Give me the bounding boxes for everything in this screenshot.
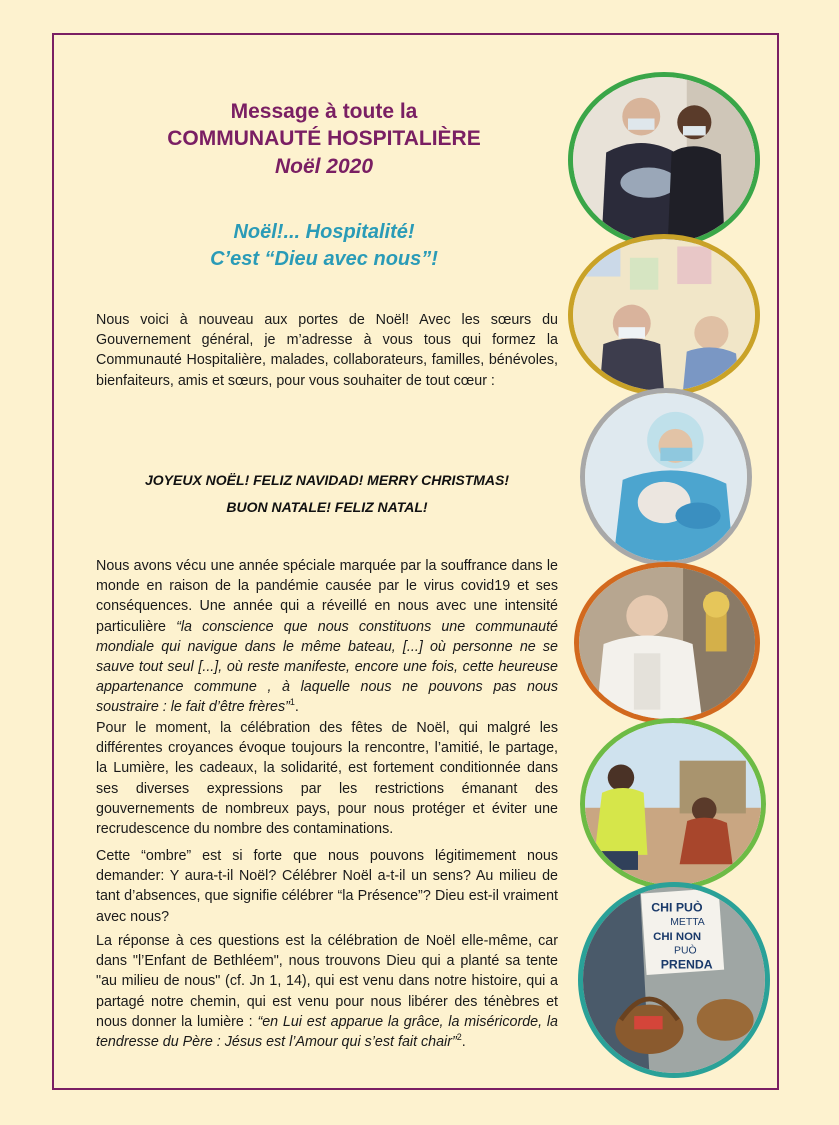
title-line-1: Message à toute la [230,100,418,123]
paragraph-answer-quote: “en Lui est apparue la grâce, la miséricorde, la tendresse du Père : Jésus est l’Amour qui s’est fait chair” [96,1013,558,1051]
footnote-2: 2 [456,1032,462,1043]
greeting-line-1: JOYEUX NOËL! FELIZ NAVIDAD! MERRY CHRISTMAS! [144,472,510,488]
sign-line-3: CHI NON [653,931,702,944]
photo-volunteer-street [580,718,766,890]
intro-paragraph: Nous voici à nouveau aux portes de Noël! Avec les sœurs du Gouvernement général, je m’adresse à vous tous qui formez la Communauté Hospitalière, malades, collaborateurs, familles, bénévoles, bienfaiteurs, amis et sœurs, pour vous souhaiter de tout cœur : [96,312,558,389]
title-line-2: COMMUNAUTÉ HOSPITALIÈRE [167,127,481,150]
footnote-1: 1 [289,697,295,708]
sign-line-4: PUÒ [674,945,697,957]
sign-line-1: CHI PUÒ [651,900,703,915]
subtitle-line-1: Noël!... Hospitalité! [233,221,415,243]
paragraph-shadow: Cette “ombre” est si forte que nous pouvons légitimement nous demander: Y aura-t-il Noël? Célébrer Noël a-t-il un sens? Au milieu de tant d’absences, que signifie célébrer “la Présence”? Dieu est-il vraiment avec nous? [96,848,558,925]
greeting-line-2: BUON NATALE! FELIZ NATAL! [226,499,428,515]
paragraph-celebration: Pour le moment, la célébration des fêtes de Noël, qui malgré les différentes croyances évoque toujours la rencontre, l’amitié, le partage, la Lumière, les cadeaux, la solidarité, est fortement conditionnée dans ses diverses expressions par les restrictions émanant des gouvernements de nombreux pays, pour nous protéger et éviter une recrudescence du nombre des contaminations. [96,720,558,838]
paragraph-pandemic-end: . [294,699,299,716]
paragraph-answer [96,931,558,1052]
paragraph-answer-end: . [461,1034,466,1051]
paragraph-pandemic-text: Nous avons vécu une année spéciale marquée par la souffrance dans le monde en raison de la pandémie causée par le virus covid19 et ses conséquences. Une année qui a réveillé en nous avec une intensité particulière [96,558,558,635]
paragraph-answer-text: La réponse à ces questions est la célébration de Noël elle-même, car dans "l’Enfant de Bethléem", nous trouvons Dieu qui a planté sa tente "au milieu de nous" (cf. Jn 1, 14), qui est venu dans notre histoire, qui a partagé notre chemin, qui est venu pour nous libérer des ténèbres et nous donner la lumière : [96,933,558,1030]
paragraph-pandemic [96,556,558,718]
sign-line-2: METTA [670,916,705,928]
photo-solidarity-baskets [578,882,770,1078]
photo-nurses-with-baby [568,72,760,248]
title-line-3: Noël 2020 [274,155,374,178]
paragraph-pandemic-quote: “la conscience que nous constituons une communauté mondiale qui navigue dans le même bateau, [...] où personne ne se sauve tout seul [...], où reste manifeste, encore une fois, cette heureuse appartenance commune , à laquelle nous ne pouvons pas nous soustraire : le fait d’être frères” [96,618,558,716]
photo-pope-blessing [574,562,760,724]
photo-drawing-wall [568,234,760,396]
sign-line-5: PRENDA [660,957,713,972]
photo-caregiver-ppe [580,388,752,566]
subtitle-line-2: C’est “Dieu avec nous”! [210,248,438,270]
